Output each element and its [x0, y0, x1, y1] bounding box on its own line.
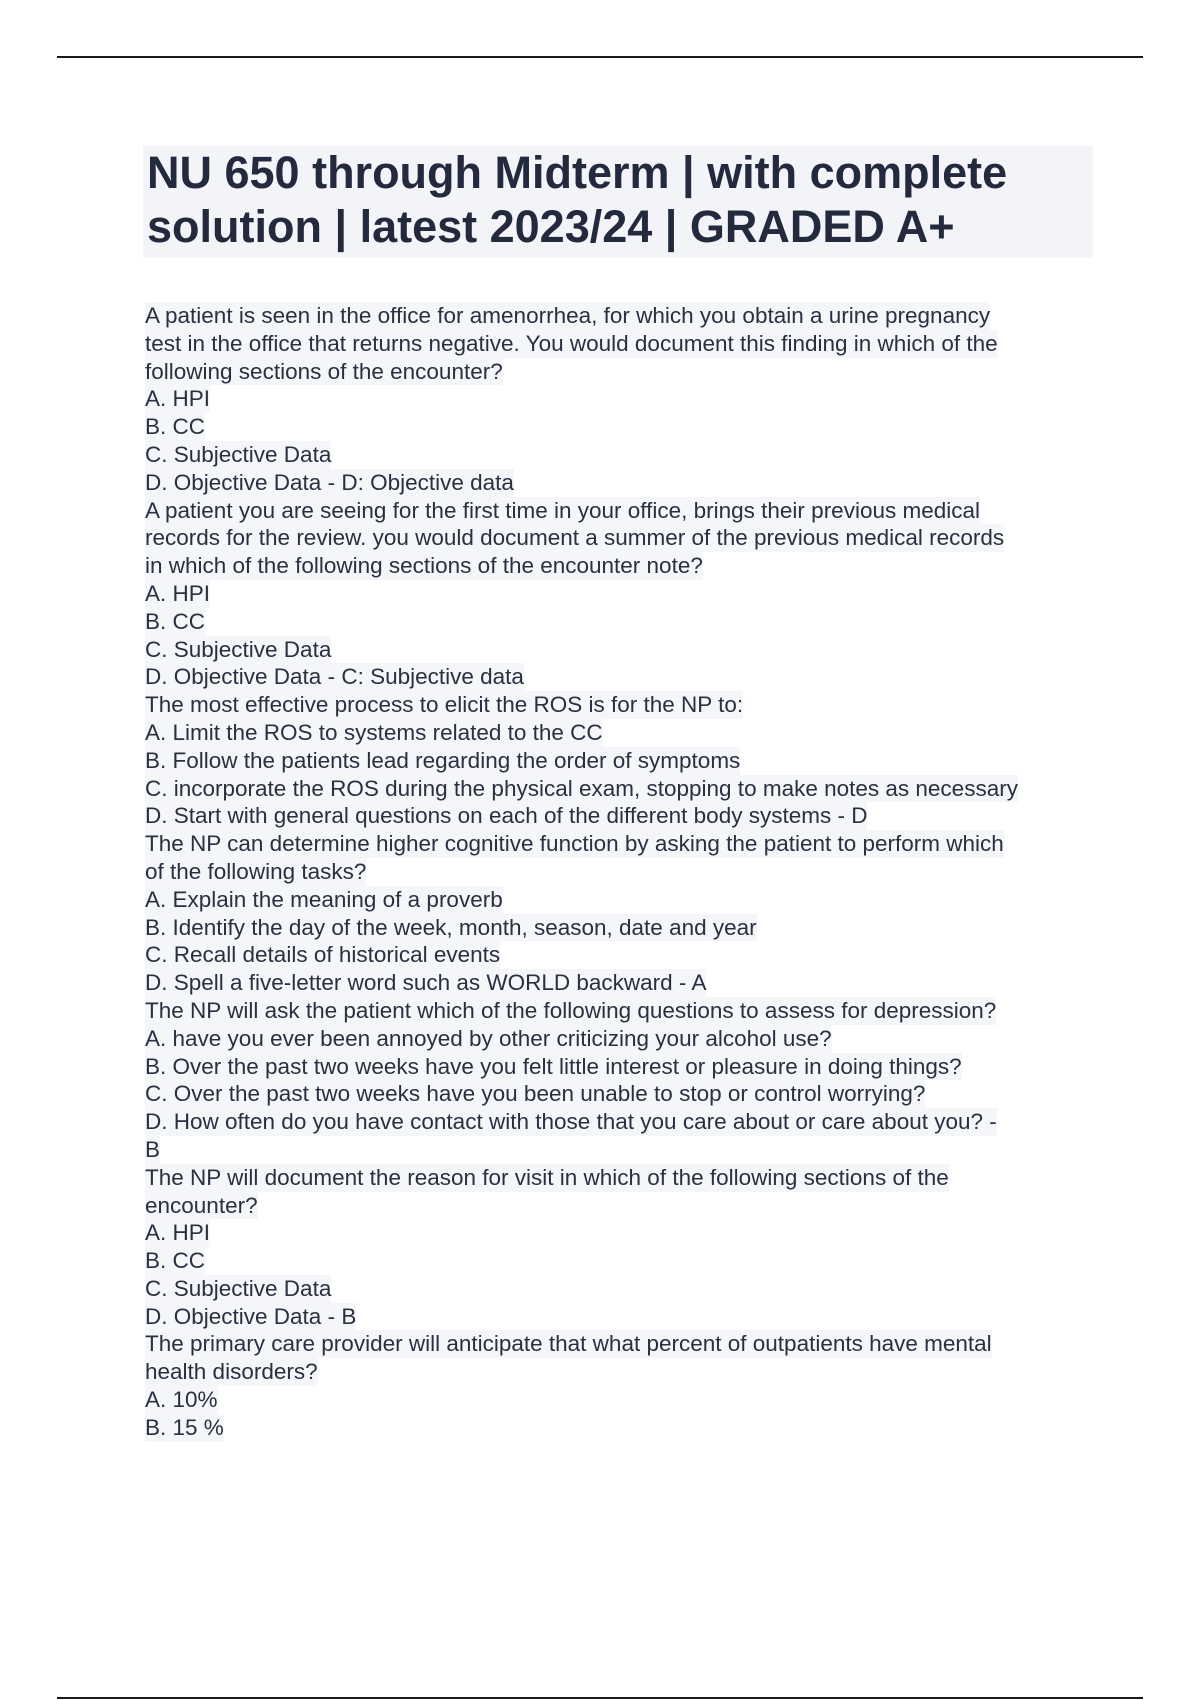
text-line: C. Subjective Data	[145, 441, 332, 467]
text-line: C. Subjective Data	[145, 1275, 332, 1301]
text-line: following sections of the encounter?	[145, 358, 503, 384]
text-line: B. Follow the patients lead regarding the order of symptoms	[145, 747, 741, 773]
text-line: A. HPI	[145, 1220, 211, 1246]
text-line: The NP will ask the patient which of the following questions to assess for depression?	[145, 997, 997, 1023]
text-line: B. CC	[145, 414, 206, 440]
footer-rule	[57, 1697, 1143, 1699]
text-line: C. Recall details of historical events	[145, 942, 501, 968]
document-body	[145, 302, 1095, 1442]
text-line: C. incorporate the ROS during the physical exam, stopping to make notes as necessary	[145, 775, 1018, 801]
text-line: B. Over the past two weeks have you felt little interest or pleasure in doing things?	[145, 1053, 962, 1079]
text-line: D. How often do you have contact with those that you care about or care about you? -	[145, 1109, 997, 1135]
text-line: B. CC	[145, 1248, 206, 1274]
text-line: C. Over the past two weeks have you been unable to stop or control worrying?	[145, 1081, 926, 1107]
text-line: C. Subjective Data	[145, 636, 332, 662]
text-line: The NP can determine higher cognitive function by asking the patient to perform which	[145, 831, 1004, 857]
text-line: A. Limit the ROS to systems related to the CC	[145, 719, 603, 745]
text-line: of the following tasks?	[145, 858, 367, 884]
text-line: D. Objective Data - C: Subjective data	[145, 664, 524, 690]
text-line: A patient you are seeing for the first time in your office, brings their previous medical	[145, 497, 981, 523]
text-line: A. HPI	[145, 386, 211, 412]
text-line: D. Spell a five-letter word such as WORLD backward - A	[145, 970, 707, 996]
text-line: B. 15 %	[145, 1414, 224, 1440]
text-line: B. Identify the day of the week, month, season, date and year	[145, 914, 757, 940]
text-line: encounter?	[145, 1192, 258, 1218]
text-line: A. Explain the meaning of a proverb	[145, 886, 503, 912]
text-line: The NP will document the reason for visit in which of the following sections of the	[145, 1164, 949, 1190]
title-line-2: solution | latest 2023/24 | GRADED A+	[147, 201, 955, 252]
document-title-block	[143, 146, 1093, 258]
text-line: B. CC	[145, 608, 206, 634]
title-line-1: NU 650 through Midterm | with complete	[147, 147, 1008, 198]
text-line: D. Start with general questions on each of the different body systems - D	[145, 803, 868, 829]
text-line: health disorders?	[145, 1359, 318, 1385]
text-line: The primary care provider will anticipate that what percent of outpatients have mental	[145, 1331, 992, 1357]
document-title	[147, 146, 1093, 254]
header-rule	[57, 56, 1143, 58]
text-line: test in the office that returns negative. You would document this finding in which of the	[145, 330, 998, 356]
text-line: records for the review. you would document a summer of the previous medical records	[145, 525, 1005, 551]
text-line: in which of the following sections of the encounter note?	[145, 553, 703, 579]
text-line: The most effective process to elicit the ROS is for the NP to:	[145, 692, 744, 718]
text-line: A patient is seen in the office for amenorrhea, for which you obtain a urine pregnancy	[145, 303, 991, 328]
text-line: D. Objective Data - D: Objective data	[145, 469, 514, 495]
text-line: A. 10%	[145, 1387, 218, 1413]
text-line: B	[145, 1136, 161, 1162]
text-line: D. Objective Data - B	[145, 1303, 357, 1329]
text-line: A. have you ever been annoyed by other criticizing your alcohol use?	[145, 1025, 832, 1051]
text-line: A. HPI	[145, 580, 211, 606]
